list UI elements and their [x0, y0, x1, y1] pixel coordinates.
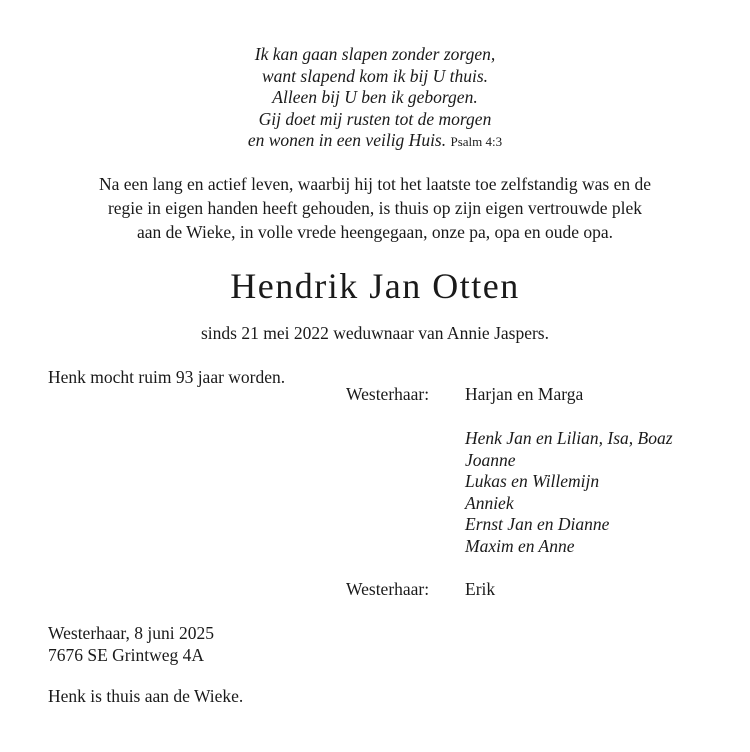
- poem-line: Ik kan gaan slapen zonder zorgen,: [254, 44, 496, 64]
- grandchild-name: Maxim en Anne: [465, 535, 575, 556]
- deceased-name: Hendrik Jan Otten: [230, 266, 520, 306]
- poem-line-last: [0, 130, 750, 153]
- intro-line: regie in eigen handen heeft gehouden, is thuis op zijn eigen vertrouwde plek: [107, 198, 643, 218]
- family-names: [465, 579, 495, 601]
- age-note: Henk mocht ruim 93 jaar worden.: [48, 367, 286, 387]
- psalm-reference: Psalm 4:3: [450, 134, 503, 149]
- intro-line: Na een lang en actief leven, waarbij hij tot het laatste toe zelfstandig was en de: [99, 174, 651, 194]
- address-block: [48, 623, 214, 666]
- family-name: Erik: [465, 579, 496, 599]
- poem: [0, 44, 750, 153]
- family-name: Harjan en Marga: [465, 384, 584, 404]
- grandchild-name: Joanne: [465, 449, 516, 470]
- poem-line: Gij doet mij rusten tot de morgen: [258, 108, 492, 129]
- intro-line: aan de Wieke, in volle vrede heengegaan, onze pa, opa en oude opa.: [136, 222, 614, 242]
- family-names: [465, 384, 583, 406]
- street-address: 7676 SE Grintweg 4A: [48, 644, 205, 665]
- family-place: Westerhaar:: [346, 384, 430, 404]
- intro-text: [0, 172, 750, 244]
- family-place: Westerhaar:: [346, 579, 430, 599]
- grandchildren-list: [465, 428, 673, 557]
- place-date: Westerhaar, 8 juni 2025: [48, 623, 215, 643]
- grandchild-name: Lukas en Willemijn: [465, 471, 600, 491]
- grandchild-name: Ernst Jan en Dianne: [465, 514, 610, 534]
- closing-note: Henk is thuis aan de Wieke.: [48, 686, 244, 706]
- widower-note: sinds 21 mei 2022 weduwnaar van Annie Jaspers.: [201, 323, 549, 343]
- grandchild-name: Henk Jan en Lilian, Isa, Boaz: [465, 428, 673, 448]
- poem-line: Alleen bij U ben ik geborgen.: [272, 87, 478, 107]
- poem-line: want slapend kom ik bij U thuis.: [261, 65, 489, 86]
- grandchild-name: Anniek: [465, 492, 514, 513]
- poem-line: en wonen in een veilig Huis.: [247, 130, 447, 150]
